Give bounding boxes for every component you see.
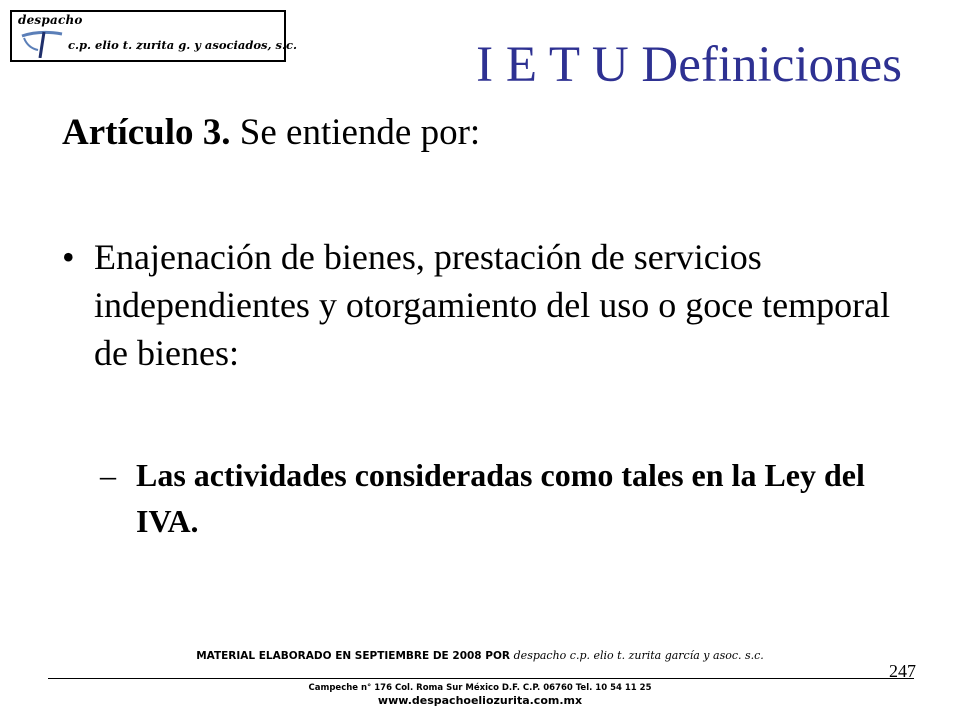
- company-logo: [10, 10, 298, 62]
- footer-website-link[interactable]: www.despachoeliozurita.com.mx: [377, 694, 583, 707]
- footer-material-prefix: MATERIAL ELABORADO EN SEPTIEMBRE DE 2008 POR: [196, 650, 510, 662]
- bullet-marker: •: [62, 237, 75, 277]
- article-intro: Se entiende por:: [230, 112, 481, 153]
- sub-bullet-marker: –: [100, 457, 116, 493]
- page-number: 247: [889, 661, 916, 681]
- footer-address: Campeche n° 176 Col. Roma Sur México D.F. C.P. 06760 Tel. 10 54 11 25: [308, 683, 652, 693]
- bullet-item: [62, 233, 902, 377]
- article-number: Artículo 3.: [62, 112, 231, 153]
- logo-mark-icon: [18, 18, 64, 58]
- logo-company-name: c.p. elio t. zurita g. y asociados, s.c.: [68, 38, 298, 52]
- slide-title: I E T U Definiciones: [476, 37, 902, 93]
- article-heading: [62, 113, 480, 154]
- sub-bullet-item: [100, 452, 880, 544]
- footer-material-author: despacho c.p. elio t. zurita garcía y asoc. s.c.: [513, 649, 764, 662]
- bullet-text: Enajenación de bienes, prestación de servicios independientes y otorgamiento del uso o goce temporal de bienes:: [94, 237, 891, 373]
- footer-material-note: [0, 649, 960, 662]
- footer-divider: [48, 678, 914, 679]
- sub-bullet-text: Las actividades consideradas como tales en la Ley del IVA.: [136, 457, 865, 539]
- logo-word: despacho: [18, 13, 83, 27]
